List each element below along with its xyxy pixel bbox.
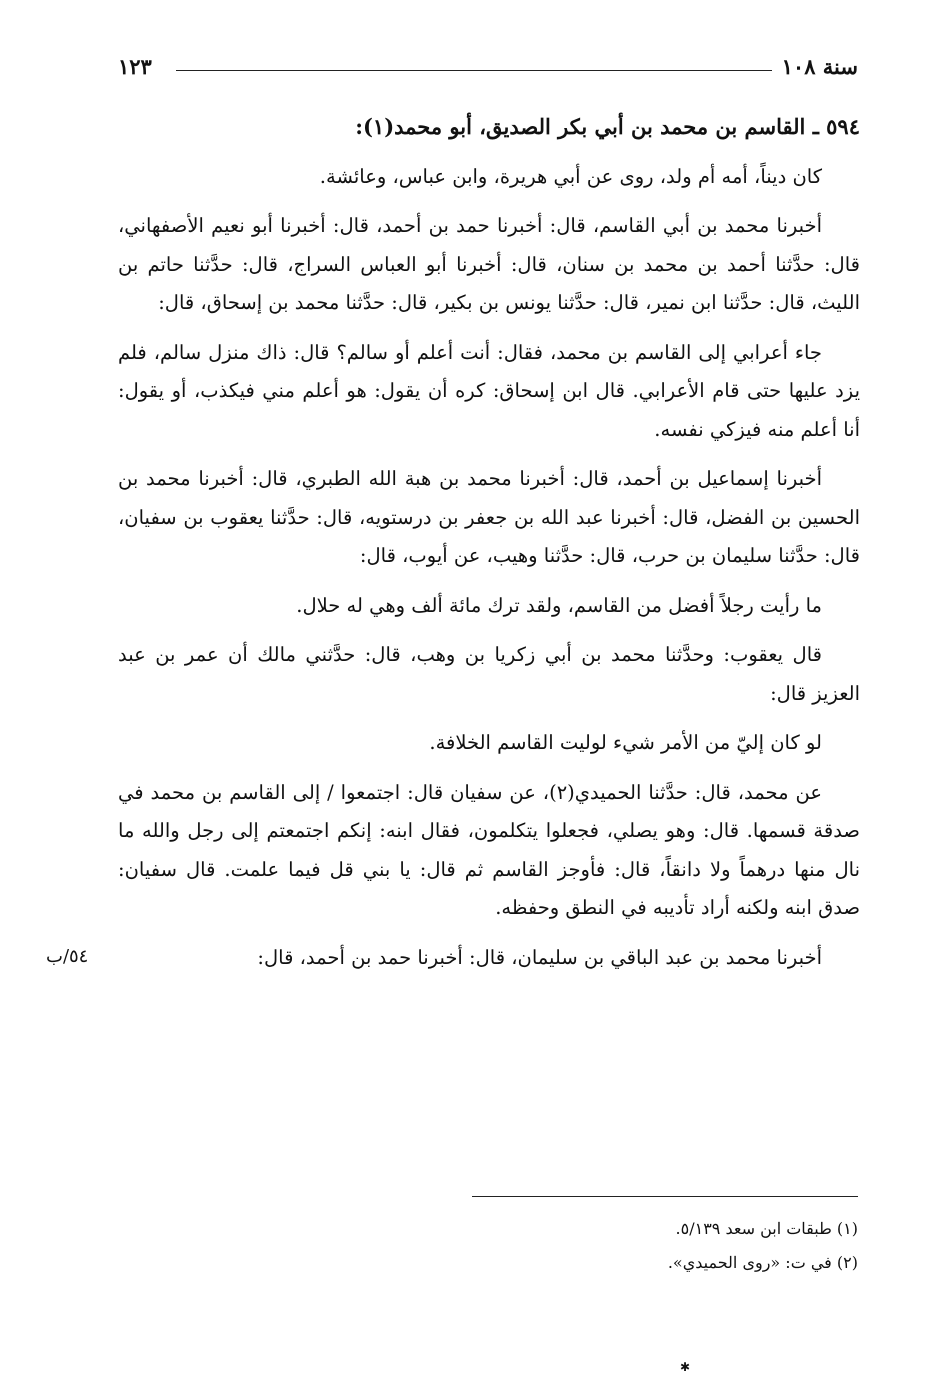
paragraph: أخبرنا محمد بن أبي القاسم، قال: أخبرنا حمد بن أحمد، قال: أخبرنا أبو نعيم الأصفهاني، قال: حدَّثنا أحمد بن محمد بن سنان، قال: أخبرنا أبو العباس السراج، قال: حدَّثنا حاتم بن الليث، قال: حدَّثنا ابن نمير، قال: حدَّثنا يونس بن بكير، قال: حدَّثنا محمد بن إسحاق، قال:	[118, 214, 860, 314]
paragraph: أخبرنا محمد بن عبد الباقي بن سليمان، قال: أخبرنا حمد بن أحمد، قال:	[257, 945, 822, 969]
paragraph: عن محمد، قال: حدَّثنا الحميدي(٢)، عن سفيان قال: اجتمعوا / إلى القاسم بن محمد في صدقة قسمها. قال: وهو يصلي، فجعلوا يتكلمون، فقال ابنه: إنكم اجتمعتم إلى رجل والله ما نال منها درهماً ولا دانقاً، قال: فأوجز القاسم ثم قال: يا بني قل فيما علمت. قال سفيان: صدق ابنه ولكنه أراد تأديبه في النطق وحفظه.	[118, 780, 860, 919]
running-header	[118, 50, 858, 84]
footnote-rule	[472, 1196, 858, 1197]
entry-heading: ٥٩٤ ـ القاسم بن محمد بن أبي بكر الصديق، أبو محمد(١):	[355, 114, 860, 139]
footnote: (١) طبقات ابن سعد ٥/١٣٩.	[675, 1219, 858, 1238]
paragraph: أخبرنا إسماعيل بن أحمد، قال: أخبرنا محمد بن هبة الله الطبري، قال: أخبرنا محمد بن الحسين بن الفضل، قال: أخبرنا عبد الله بن جعفر بن درستويه، قال: حدَّثنا يعقوب بن سفيان، قال: حدَّثنا سليمان بن حرب، قال: حدَّثنا وهيب، عن أيوب، قال:	[118, 467, 860, 567]
header-rule	[176, 70, 772, 71]
year-label: سنة ١٠٨	[781, 54, 858, 79]
footnotes	[118, 1212, 858, 1280]
paragraph: جاء أعرابي إلى القاسم بن محمد، فقال: أنت أعلم أو سالم؟ قال: ذاك منزل سالم، فلم يزد عليها حتى قام الأعرابي. قال ابن إسحاق: كره أن يقول: هو أعلم مني فيكذب، أو يقول: أنا أعلم منه فيزكي نفسه.	[118, 340, 860, 441]
main-text	[118, 108, 860, 988]
ornament-dot-icon: ✱	[680, 1360, 691, 1374]
paragraph: كان ديناً، أمه أم ولد، روى عن أبي هريرة، وابن عباس، وعائشة.	[319, 164, 822, 188]
paragraph: لو كان إليّ من الأمر شيء لوليت القاسم الخلافة.	[429, 731, 822, 754]
page-number: ١٢٣	[118, 54, 152, 79]
paragraph: ما رأيت رجلاً أفضل من القاسم، ولقد ترك مائة ألف وهي له حلال.	[296, 593, 822, 617]
paragraph: قال يعقوب: وحدَّثنا محمد بن أبي زكريا بن وهب، قال: حدَّثني مالك أن عمر بن عبد العزيز قال:	[118, 643, 860, 705]
margin-folio-note: ٥٤/ب	[46, 946, 89, 967]
footnote: (٢) في ت: «روى الحميدي».	[667, 1253, 858, 1272]
